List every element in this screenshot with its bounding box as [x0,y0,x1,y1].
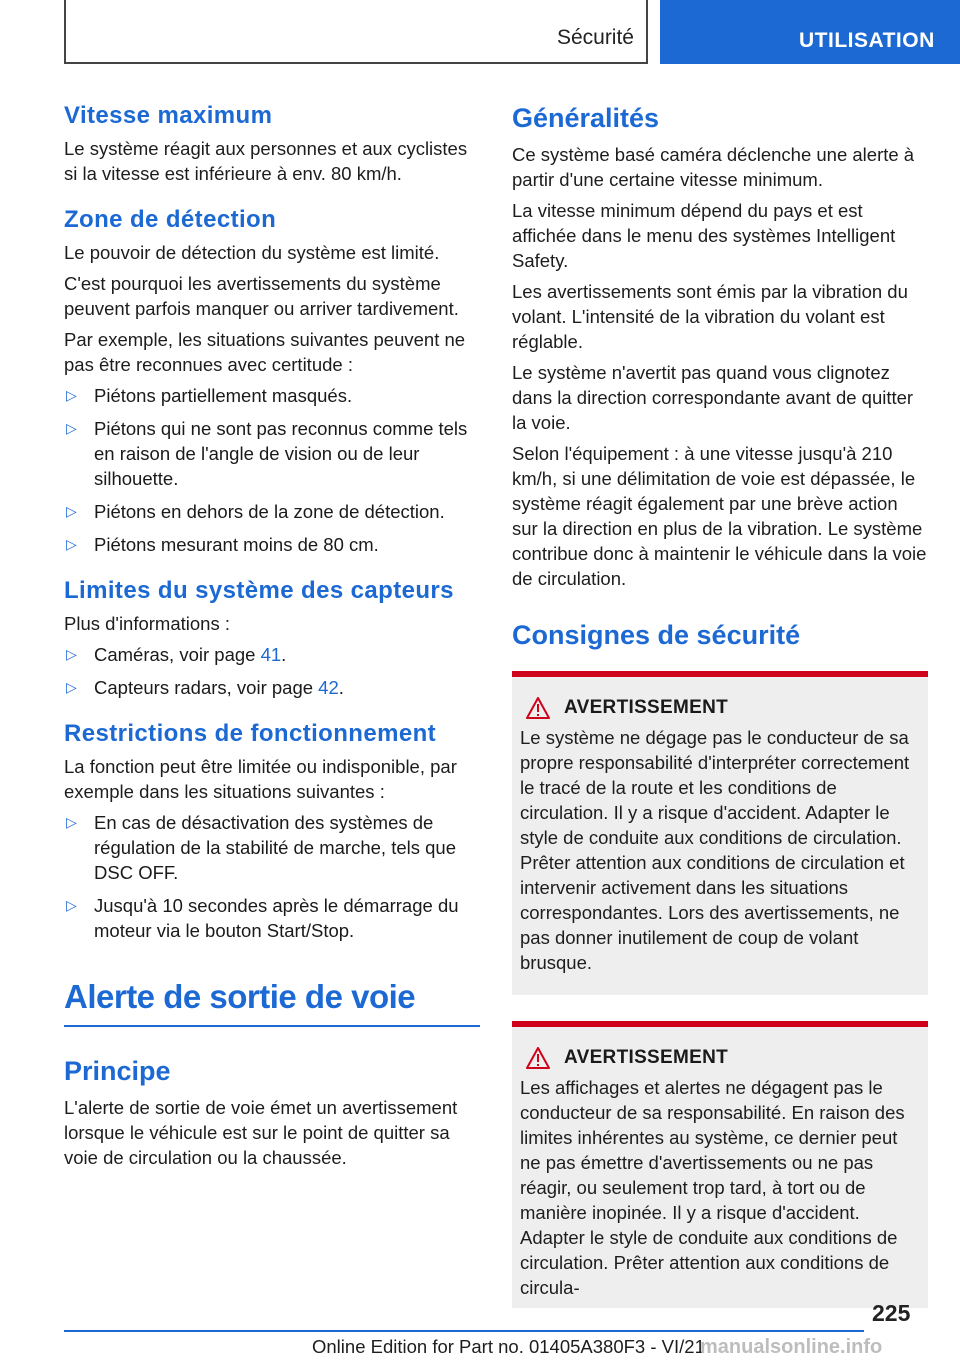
warning-title: AVERTISSEMENT [564,1047,729,1068]
paragraph: Le système n'avertit pas quand vous clignotez dans la direction correspondante avant de quitter la voie. [512,362,914,433]
paragraph: Le pouvoir de détection du système est limité. [64,242,440,263]
warning-box [512,1021,928,1308]
warning-text: Le système ne dégage pas le conducteur de sa propre responsabilité d'interpréter correctement le tracé de la route et les conditions de circulation. Il y a risque d'accident. Adapter le style de conduite aux conditions de circulation. Prêter attention aux conditions de circulation et intervenir activement dans les situations correspondantes. Lors des avertissements, ne pas donner inutilement de coup de volant brusque. [520,727,910,973]
list-item: ▷ En cas de désactivation des systèmes de régulation de la stabilité de marche, tels que DSC OFF. [66,812,456,883]
page-link-41[interactable]: 41 [260,644,282,665]
header-section-title: Sécurité [556,26,634,49]
chapter-title-alerte: Alerte de sortie de voie [64,978,416,1015]
warning-triangle-icon [526,697,550,719]
edition-text: Online Edition for Part no. 01405A380F3 - VI/21 [312,1336,705,1357]
paragraph: La fonction peut être limitée ou indisponible, par exemple dans les situations suivantes : [64,756,457,802]
list-item: ▷ Caméras, voir page 41. [66,644,287,665]
paragraph: Le système réagit aux personnes et aux cyclistes si la vitesse est inférieure à env. 80 km/h. [64,138,468,184]
triangle-bullet-icon: ▷ [66,503,77,519]
left-column [64,100,480,1176]
triangle-bullet-icon: ▷ [66,646,77,662]
list-item: ▷ Piétons qui ne sont pas reconnus comme tels en raison de l'angle de vision ou de leur silhouette. [66,418,468,489]
list-item: ▷ Piétons en dehors de la zone de détection. [66,501,445,522]
warning-box [512,671,928,995]
paragraph: C'est pourquoi les avertissements du système peuvent parfois manquer ou arriver tardivement. [64,273,459,319]
list-item: ▷ Jusqu'à 10 secondes après le démarrage du moteur via le bouton Start/Stop. [66,895,459,941]
warning-title: AVERTISSEMENT [564,697,729,718]
warning-text: Les affichages et alertes ne dégagent pas le conducteur de sa responsabilité. En raison des limites inhérentes au système, ce dernier peut ne pas émettre d'avertissements ou ne pas réagir, ou seulement trop tard, à tort ou de manière inopinée. Il y a risque d'accident. Adapter le style de conduite aux conditions de circulation. Prêter attention aux conditions de circula- [520,1077,905,1298]
bullet-list [64,383,480,557]
watermark: manualsonline.info [700,1336,883,1358]
triangle-bullet-icon: ▷ [66,814,77,830]
paragraph: Par exemple, les situations suivantes peuvent ne pas être reconnues avec certitude : [64,329,466,375]
section-title-principe: Principe [64,1056,171,1086]
bullet-list [64,642,480,700]
page-number: 225 [872,1300,911,1326]
paragraph: L'alerte de sortie de voie émet un avertissement lorsque le véhicule est sur le point de quitter sa voie de circulation ou la chaussée. [64,1097,458,1168]
section-title-vitesse: Vitesse maximum [64,102,273,129]
paragraph: Les avertissements sont émis par la vibration du volant. L'intensité de la vibration du volant est réglable. [512,281,908,352]
section-title-zone: Zone de détection [64,206,277,233]
right-column [512,100,928,1334]
section-title-restrictions: Restrictions de fonctionnement [64,720,437,747]
warning-header [520,1047,920,1069]
section-title-limites: Limites du système des capteurs [64,577,454,604]
page-link-42[interactable]: 42 [318,677,339,698]
section-title-generalites: Généralités [512,103,660,133]
header-chapter-tab: UTILISATION [660,0,960,64]
triangle-bullet-icon: ▷ [66,679,77,695]
footer-divider [64,1330,864,1332]
list-item: ▷ Piétons mesurant moins de 80 cm. [66,534,379,555]
section-title-consignes: Consignes de sécurité [512,620,801,650]
list-item: ▷ Capteurs radars, voir page 42. [66,677,344,698]
triangle-bullet-icon: ▷ [66,387,77,403]
paragraph: Selon l'équipement : à une vitesse jusqu'à 210 km/h, si une délimitation de voie est dépassée, le système réagit également par une brève action sur la direction en plus de la vibration. Le système contribue donc à maintenir le véhicule dans la voie de circulation. [512,443,927,589]
paragraph: Plus d'informations : [64,613,230,634]
triangle-bullet-icon: ▷ [66,536,77,552]
bullet-list [64,810,480,943]
triangle-bullet-icon: ▷ [66,420,77,436]
warning-triangle-icon [526,1047,550,1069]
triangle-bullet-icon: ▷ [66,897,77,913]
paragraph: Ce système basé caméra déclenche une alerte à partir d'une certaine vitesse minimum. [512,144,915,190]
warning-header [520,697,920,719]
paragraph: La vitesse minimum dépend du pays et est affichée dans le menu des systèmes Intelligent Safety. [512,200,896,271]
list-item: ▷ Piétons partiellement masqués. [66,385,353,406]
title-divider [64,1025,480,1027]
